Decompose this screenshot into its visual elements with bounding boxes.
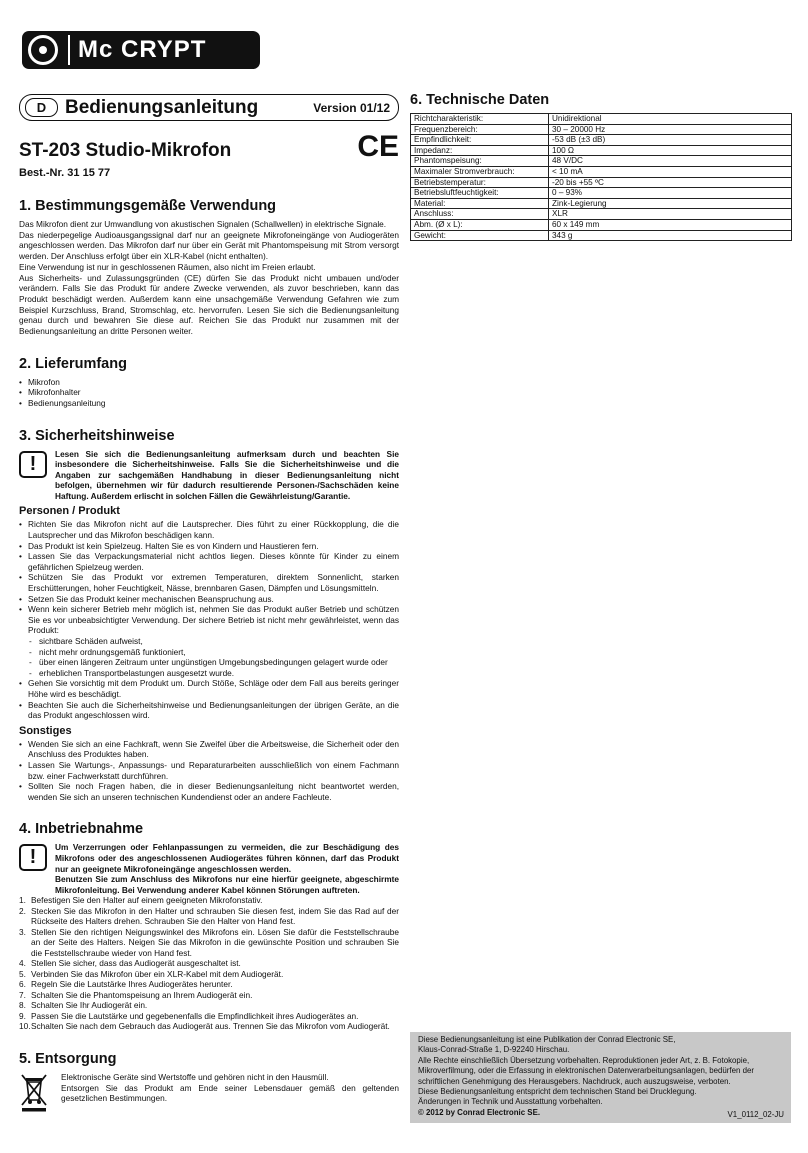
step-text: Passen Sie die Lautstärke und gegebenenfalls die Empfindlichkeit ihres Audiogerätes an. bbox=[31, 1010, 359, 1021]
spec-label: Betriebstemperatur: bbox=[411, 177, 549, 188]
subsection-heading: Sonstiges bbox=[19, 724, 72, 737]
step-number: 6. bbox=[19, 979, 26, 990]
spec-label: Impedanz: bbox=[411, 145, 549, 156]
spec-value: 30 – 20000 Hz bbox=[549, 124, 792, 135]
step-text: Schalten Sie nach dem Gebrauch das Audiogerät aus. Trennen Sie das Mikrofon vom Audiogerät. bbox=[31, 1021, 390, 1032]
spec-label: Frequenzbereich: bbox=[411, 124, 549, 135]
section-1-paragraph: Das Mikrofon dient zur Umwandlung von akustischen Signalen (Schallwellen) in elektrische Signale. bbox=[19, 219, 387, 229]
list-item: • Gehen Sie vorsichtig mit dem Produkt um. Durch Stöße, Schläge oder dem Fall aus bereits geringer Höhe wird es beschädigt. bbox=[19, 678, 399, 699]
list-subitem: - über einen längeren Zeitraum unter ungünstigen Umgebungsbedingungen gelagert wurde oder bbox=[19, 657, 399, 668]
other-list bbox=[19, 739, 399, 803]
right-column bbox=[410, 92, 792, 241]
ce-mark-icon: CE bbox=[357, 130, 399, 163]
step-item bbox=[19, 1011, 399, 1022]
warning-text: Um Verzerrungen oder Fehlanpassungen zu vermeiden, die zur Beschädigung des Mikrofons oder des angeschlossenen Audiogerätes führen können, darf das Produkt nur an geeignete Mikrofoneingänge angeschlossen werden. bbox=[55, 842, 399, 874]
list-item: • Mikrofonhalter bbox=[19, 387, 399, 398]
section-1-paragraph: Eine Verwendung ist nur in geschlossenen Räumen, also nicht im Freien erlaubt. bbox=[19, 261, 316, 272]
spec-value: 343 g bbox=[549, 230, 792, 241]
spec-row bbox=[411, 209, 792, 220]
list-subitem: - sichtbare Schäden aufweist, bbox=[19, 636, 399, 647]
step-text: Stellen Sie den richtigen Neigungswinkel des Mikrofons ein. Lösen Sie dafür die Feststellschraube an der Seite des Halters. Neigen Sie das Mikrofon in die gewünschte Position und schrauben Sie die Feststellschraube wieder von Hand fest. bbox=[31, 926, 399, 958]
section-1-heading: 1. Bestimmungsgemäße Verwendung bbox=[19, 198, 277, 214]
step-number: 10. bbox=[19, 1021, 31, 1032]
spec-value: XLR bbox=[549, 209, 792, 220]
product-row bbox=[19, 132, 399, 162]
section-6-heading: 6. Technische Daten bbox=[410, 92, 550, 108]
section-3-heading: 3. Sicherheitshinweise bbox=[19, 427, 175, 444]
disposal-paragraph: Entsorgen Sie das Produkt am Ende seiner Lebensdauer gemäß den geltenden gesetzlichen Bestimmungen. bbox=[61, 1082, 399, 1104]
list-item: • Sollten Sie noch Fragen haben, die in dieser Bedienungsanleitung nicht beantwortet werden, wenden Sie sich an unseren technischen Kundendienst oder an andere Fachleute. bbox=[19, 781, 399, 802]
spec-table bbox=[410, 113, 792, 241]
spec-label: Empfindlichkeit: bbox=[411, 135, 549, 146]
warning-text-block bbox=[55, 842, 399, 895]
spec-label: Material: bbox=[411, 198, 549, 209]
step-text: Stellen Sie sicher, dass das Audiogerät ausgeschaltet ist. bbox=[31, 958, 241, 969]
spec-row bbox=[411, 177, 792, 188]
step-text: Befestigen Sie den Halter auf einem geeigneten Mikrofonstativ. bbox=[31, 895, 263, 906]
step-number: 5. bbox=[19, 968, 26, 979]
list-item: • Richten Sie das Mikrofon nicht auf die Lautsprecher. Dies führt zu einer Rückkopplung, die die Lautsprecher und das Mikrofon beschädigen kann. bbox=[19, 519, 399, 540]
document-title: Bedienungsanleitung bbox=[65, 96, 259, 118]
step-item bbox=[19, 979, 399, 990]
step-item bbox=[19, 990, 399, 1001]
footer-line: Klaus-Conrad-Straße 1, D-92240 Hirschau. bbox=[418, 1045, 570, 1055]
left-column bbox=[19, 94, 399, 1112]
brand-mark-icon bbox=[28, 35, 58, 65]
brand-name: Mc CRYPT bbox=[78, 36, 207, 63]
footer-line: Änderungen in Technik und Ausstattung vorbehalten. bbox=[418, 1097, 603, 1107]
product-title: ST-203 Studio-Mikrofon bbox=[19, 140, 232, 161]
spec-row bbox=[411, 166, 792, 177]
step-number: 3. bbox=[19, 926, 26, 937]
spec-row bbox=[411, 230, 792, 241]
warning-icon: ! bbox=[19, 451, 47, 478]
safety-list bbox=[19, 519, 399, 720]
language-badge: D bbox=[25, 98, 58, 117]
spec-row bbox=[411, 156, 792, 167]
step-text: Regeln Sie die Lautstärke Ihres Audiogerätes herunter. bbox=[31, 979, 233, 990]
step-item bbox=[19, 1021, 399, 1032]
spec-row bbox=[411, 188, 792, 199]
logo-divider bbox=[68, 35, 70, 65]
document-code: V1_0112_02-JU bbox=[727, 1109, 784, 1119]
warning-text: Lesen Sie sich die Bedienungsanleitung aufmerksam durch und beachten Sie insbesondere die Sicherheitshinweise. Falls Sie die Sicherheitshinweise und die Angaben zur sachgemäßen Handhabung in dieser Bedienungsanleitung nicht befolgen, übernehmen wir für dadurch resultierende Personen-/Sachschäden keine Haftung. Außerdem erlischt in solchen Fällen die Gewährleistung/Garantie. bbox=[55, 448, 399, 501]
spec-row bbox=[411, 145, 792, 156]
step-text: Stecken Sie das Mikrofon in den Halter und schrauben Sie diesen fest, indem Sie das Rad auf der Rückseite des Halters drehen. Schrauben Sie den Halter von Hand fest. bbox=[31, 905, 399, 927]
brand-logo bbox=[22, 31, 260, 69]
publisher-footer bbox=[410, 1032, 791, 1123]
order-number: Best.-Nr. 31 15 77 bbox=[19, 167, 111, 179]
list-item: • Beachten Sie auch die Sicherheitshinweise und Bedienungsanleitungen der übrigen Geräte, an die das Produkt angeschlossen wird. bbox=[19, 700, 399, 721]
step-item bbox=[19, 895, 399, 906]
step-item bbox=[19, 927, 399, 959]
warning-text: Benutzen Sie zum Anschluss des Mikrofons nur eine hierfür geeignete, abgeschirmte Mikrofonleitung. Bei Verwendung anderer Kabel können Störungen auftreten. bbox=[55, 874, 399, 895]
spec-value: 0 – 93% bbox=[549, 188, 792, 199]
section-1-paragraph: Das niederpegelige Audioausgangssignal darf nur an geeignete Mikrofoneingänge von Audiogeräten angeschlossen werden. Das Mikrofon darf nur über ein Gerät mit Phantomspeisung mit Strom versorgt werden. Der Anschluss erfolgt über ein XLR-Kabel (nicht enthalten). bbox=[19, 229, 399, 262]
spec-value: 60 x 149 mm bbox=[549, 219, 792, 230]
spec-label: Phantomspeisung: bbox=[411, 156, 549, 167]
spec-label: Gewicht: bbox=[411, 230, 549, 241]
list-subitem: - nicht mehr ordnungsgemäß funktioniert, bbox=[19, 647, 399, 658]
setup-steps bbox=[19, 895, 399, 1032]
step-number: 2. bbox=[19, 905, 26, 916]
safety-warning bbox=[19, 449, 399, 502]
footer-line: Diese Bedienungsanleitung ist eine Publikation der Conrad Electronic SE, bbox=[418, 1035, 676, 1044]
section-1-paragraph: Aus Sicherheits- und Zulassungsgründen (CE) dürfen Sie das Produkt nicht umbauen und/oder verändern. Falls Sie das Produkt für andere Zwecke verwenden, als zuvor beschrieben, kann das Produkt beschädigt werden. Außerdem kann eine unsachgemäße Verwendung Gefahren wie zum Beispiel Kurzschluss, Brand, Stromschlag, etc. hervorrufen. Lesen Sie sich die Bedienungsanleitung genau durch und bewahren Sie diese auf. Reichen Sie das Produkt nur zusammen mit der Bedienungsanleitung an dritte Personen weiter. bbox=[19, 272, 399, 337]
spec-label: Betriebsluftfeuchtigkeit: bbox=[411, 188, 549, 199]
list-item: • Lassen Sie Wartungs-, Anpassungs- und Reparaturarbeiten ausschließlich von einem Fachmann bzw. einer Fachwerkstatt durchführen. bbox=[19, 760, 399, 781]
spec-row bbox=[411, 124, 792, 135]
section-2-heading: 2. Lieferumfang bbox=[19, 355, 127, 372]
step-item bbox=[19, 906, 399, 927]
spec-row bbox=[411, 219, 792, 230]
spec-row bbox=[411, 198, 792, 209]
step-number: 8. bbox=[19, 1000, 26, 1011]
spec-value: 48 V/DC bbox=[549, 156, 792, 167]
spec-value: -53 dB (±3 dB) bbox=[549, 135, 792, 146]
section-4-heading: 4. Inbetriebnahme bbox=[19, 821, 144, 838]
list-subitem: - erheblichen Transportbelastungen ausgesetzt wurde. bbox=[19, 668, 399, 679]
spec-label: Richtcharakteristik: bbox=[411, 114, 549, 125]
spec-label: Anschluss: bbox=[411, 209, 549, 220]
subsection-heading: Personen / Produkt bbox=[19, 505, 120, 518]
step-number: 1. bbox=[19, 895, 26, 906]
list-item: • Lassen Sie das Verpackungsmaterial nicht achtlos liegen. Dieses könnte für Kinder zu einem gefährlichen Spielzeug werden. bbox=[19, 551, 399, 572]
list-item: • Setzen Sie das Produkt keiner mechanischen Beanspruchung aus. bbox=[19, 594, 399, 605]
footer-line: Alle Rechte einschließlich Übersetzung vorbehalten. Reproduktionen jeder Art, z. B. Fotokopie, Mikroverfilmung, oder die Erfassung in elektronischen Datenverarbeitungsanlagen, bedürfen der schriftlichen Genehmigung des Herausgebers. Nachdruck, auch auszugsweise, verboten. bbox=[418, 1055, 754, 1086]
step-text: Schalten Sie die Phantomspeisung an Ihrem Audiogerät ein. bbox=[31, 989, 253, 1000]
crossed-bin-icon bbox=[19, 1072, 49, 1112]
spec-value: 100 Ω bbox=[549, 145, 792, 156]
step-text: Verbinden Sie das Mikrofon über ein XLR-Kabel mit dem Audiogerät. bbox=[31, 968, 284, 979]
spec-value: Unidirektional bbox=[549, 114, 792, 125]
document-header bbox=[19, 94, 399, 121]
spec-label: Maximaler Stromverbrauch: bbox=[411, 166, 549, 177]
disposal-paragraph: Elektronische Geräte sind Wertstoffe und gehören nicht in den Hausmüll. bbox=[61, 1071, 329, 1082]
list-item: • Bedienungsanleitung bbox=[19, 398, 399, 409]
warning-icon: ! bbox=[19, 844, 47, 871]
list-item: • Mikrofon bbox=[19, 377, 399, 388]
spec-value: -20 bis +55 ºC bbox=[549, 177, 792, 188]
step-number: 4. bbox=[19, 958, 26, 969]
version-label: Version 01/12 bbox=[313, 100, 390, 115]
spec-row bbox=[411, 114, 792, 125]
list-item: • Wenn kein sicherer Betrieb mehr möglich ist, nehmen Sie das Produkt außer Betrieb und schützen Sie es vor unbeabsichtigter Verwendung. Der sichere Betrieb ist nicht mehr gewährleistet, wenn das Produkt: bbox=[19, 604, 399, 636]
step-number: 9. bbox=[19, 1010, 26, 1021]
copyright: © 2012 by Conrad Electronic SE. bbox=[418, 1107, 541, 1117]
spec-label: Abm. (Ø x L): bbox=[411, 219, 549, 230]
list-item: • Wenden Sie sich an eine Fachkraft, wenn Sie Zweifel über die Arbeitsweise, die Sicherheit oder den Anschluss des Produktes haben. bbox=[19, 739, 399, 760]
step-text: Schalten Sie Ihr Audiogerät ein. bbox=[31, 1000, 148, 1011]
spec-value: < 10 mA bbox=[549, 166, 792, 177]
spec-value: Zink-Legierung bbox=[549, 198, 792, 209]
delivery-list bbox=[19, 377, 399, 409]
setup-warning bbox=[19, 842, 399, 895]
disposal-text bbox=[61, 1072, 399, 1112]
step-item bbox=[19, 958, 399, 969]
list-item: • Das Produkt ist kein Spielzeug. Halten Sie es von Kindern und Haustieren fern. bbox=[19, 541, 399, 552]
spec-row bbox=[411, 135, 792, 146]
footer-line: Diese Bedienungsanleitung entspricht dem technischen Stand bei Drucklegung. bbox=[418, 1087, 697, 1097]
list-item: • Schützen Sie das Produkt vor extremen Temperaturen, direktem Sonnenlicht, starken Erschütterungen, hoher Feuchtigkeit, Nässe, brennbaren Gasen, Dämpfen und Lösungsmitteln. bbox=[19, 572, 399, 593]
disposal-block bbox=[19, 1072, 399, 1112]
step-item bbox=[19, 1000, 399, 1011]
step-number: 7. bbox=[19, 989, 26, 1000]
section-5-heading: 5. Entsorgung bbox=[19, 1050, 117, 1067]
step-item bbox=[19, 969, 399, 980]
